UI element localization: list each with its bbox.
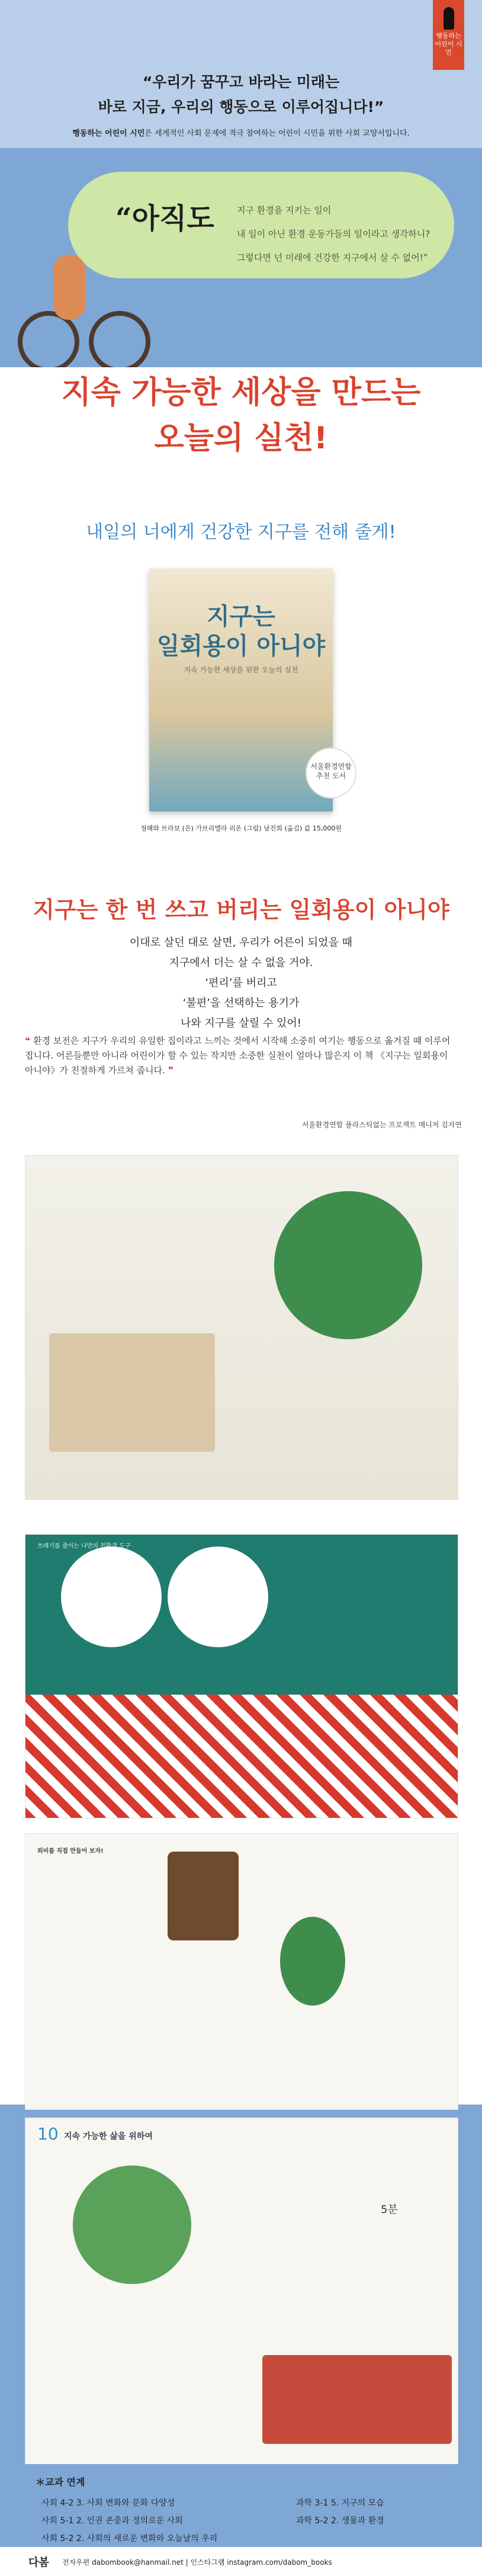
- quote-line-2: 바로 지금, 우리의 행동으로 이루어집니다!”: [98, 98, 384, 116]
- tool-circle: [61, 1547, 162, 1647]
- tomato-tray-icon: [262, 2355, 452, 2444]
- main-title-line-2: 오늘의 실천!: [154, 421, 328, 456]
- book-subtitle: 지속 가능한 세상을 위한 오늘의 실천: [184, 666, 298, 674]
- series-text: 은 세계적인 사회 문제에 적극 참여하는 어린이 시민을 위한 사회 교양서입니다.: [144, 129, 410, 138]
- tree-icon: [73, 2166, 191, 2284]
- curriculum-item: 사회 5-1 2. 인권 존중과 정의로운 사회: [41, 2516, 183, 2526]
- picnic-blanket: [25, 1695, 458, 1818]
- reviewer-name: 서울환경연합 플라스틱없는 프로젝트 매니저 김자연: [301, 1121, 462, 1129]
- recommendation-line-2: 추천 도서: [316, 772, 346, 780]
- curriculum-item: 사회 5-2 2. 사회의 새로운 변화와 오늘날의 우리: [41, 2534, 218, 2543]
- header: [0, 0, 482, 148]
- badge-line-1: 행동하는: [436, 32, 461, 40]
- intro-line-3: ‘편리’를 버리고: [205, 977, 277, 989]
- section-heading: 지구는 한 번 쓰고 버리는 일회용이 아니야: [33, 897, 449, 923]
- book-title-line-2: 일회용이 아니야: [156, 633, 326, 660]
- recommendation-badge: [306, 748, 356, 798]
- recommendation-line-1: 서울환경연합: [310, 762, 352, 771]
- series-name: 행동하는 어린이 시민: [72, 129, 145, 138]
- speech-bubble: [68, 172, 454, 278]
- main-subtitle: 내일의 너에게 건강한 지구를 전해 줄게!: [86, 522, 396, 543]
- plant-icon: [280, 1917, 345, 2006]
- publisher-logo: 다봄: [28, 2556, 49, 2569]
- girl-on-bicycle-illustration: [18, 255, 118, 373]
- speech-handwriting: [237, 198, 430, 270]
- intro-line-1: 이대로 살던 대로 살면, 우리가 어른이 되었을 때: [129, 936, 353, 949]
- speech-line-1: 지구 환경을 지키는 일이: [237, 205, 332, 216]
- spread-sustainable-life: [25, 2118, 458, 2465]
- speech-line-3: 그렇다면 넌 미래에 건강한 지구에서 살 수 없어!”: [237, 252, 428, 263]
- intro-line-2: 지구에서 더는 살 수 없을 거야.: [169, 957, 313, 969]
- intro-line-5: 나와 지구를 살릴 수 있어!: [181, 1017, 301, 1029]
- intro-line-4: ‘불편’을 선택하는 용기가: [182, 997, 300, 1009]
- curriculum-item: 과학 5-2 2. 생물과 환경: [296, 2516, 384, 2526]
- chapter-number: 10: [37, 2124, 59, 2144]
- publisher-info: 전자우편 dabombook@hanmail.net | 인스타그램 instagram.com/dabom_books: [62, 2558, 332, 2567]
- child-figure-icon: [444, 7, 454, 30]
- compost-caption: 퇴비를 직접 만들어 보자!: [37, 1848, 104, 1855]
- bicycle-wheel-icon: [18, 311, 79, 373]
- five-minutes-label: 5분: [381, 2203, 398, 2216]
- compost-box-icon: [168, 1852, 239, 1940]
- tool-circle: [168, 1547, 268, 1647]
- tree-icon: [274, 1191, 422, 1339]
- book-title: [149, 602, 333, 661]
- review-body: 환경 보전은 지구가 우리의 유일한 집이라고 느끼는 것에서 시작해 소중히 여기는 행동으로 옮겨질 때 이루어집니다. 어른들뿐만 아니라 어린이가 할 수 있는 작지만 소중한 실천이 얼마나 많은지 이 책 《지구는 일회용이 아니야》가 친절하게 가르쳐 줍니다.: [25, 1035, 451, 1076]
- book-credit: 정혜와 브라보 (은) 가브리엘라 리온 (그림) 남진희 (옮김) 값 15,000원: [140, 825, 342, 832]
- speech-big-text: “아직도: [115, 202, 214, 235]
- curriculum-item: 사회 4-2 3. 사회 변화와 문화 다양성: [41, 2498, 175, 2508]
- main-title-line-1: 지속 가능한 세상을 만드는: [61, 375, 421, 410]
- curriculum-title: ＊교과 연계: [36, 2476, 85, 2488]
- series-description: [0, 127, 482, 138]
- picnic-caption: 쓰레기를 줄이는 나만의 친환경 도구: [37, 1543, 131, 1550]
- table-illustration: [49, 1333, 215, 1452]
- footer: [0, 2547, 482, 2576]
- bicycle-wheel-icon: [89, 311, 150, 373]
- curriculum-item: 과학 3-1 5. 지구의 모습: [296, 2498, 384, 2508]
- main-title: [0, 370, 482, 461]
- badge-line-2: 어린이 시민: [435, 40, 462, 56]
- review-text: [25, 1034, 457, 1078]
- headline-quote: [0, 70, 482, 120]
- section-intro: [0, 933, 482, 1034]
- spread-picnic: [25, 1534, 458, 1818]
- quote-mark-icon: ❞: [165, 1065, 173, 1076]
- spread-compost: [25, 1833, 458, 2110]
- quote-mark-icon: ❝: [25, 1035, 34, 1046]
- girl-icon: [53, 255, 85, 320]
- series-badge: [433, 0, 464, 70]
- book-title-line-1: 지구는: [207, 603, 275, 630]
- quote-line-1: “우리가 꿈꾸고 바라는 미래는: [142, 73, 340, 91]
- speech-line-2: 내 일이 아닌 환경 운동가들의 일이라고 생각하니?: [237, 229, 430, 239]
- spread-classroom: [25, 1155, 458, 1500]
- chapter-title: 지속 가능한 삶을 위하여: [64, 2132, 153, 2141]
